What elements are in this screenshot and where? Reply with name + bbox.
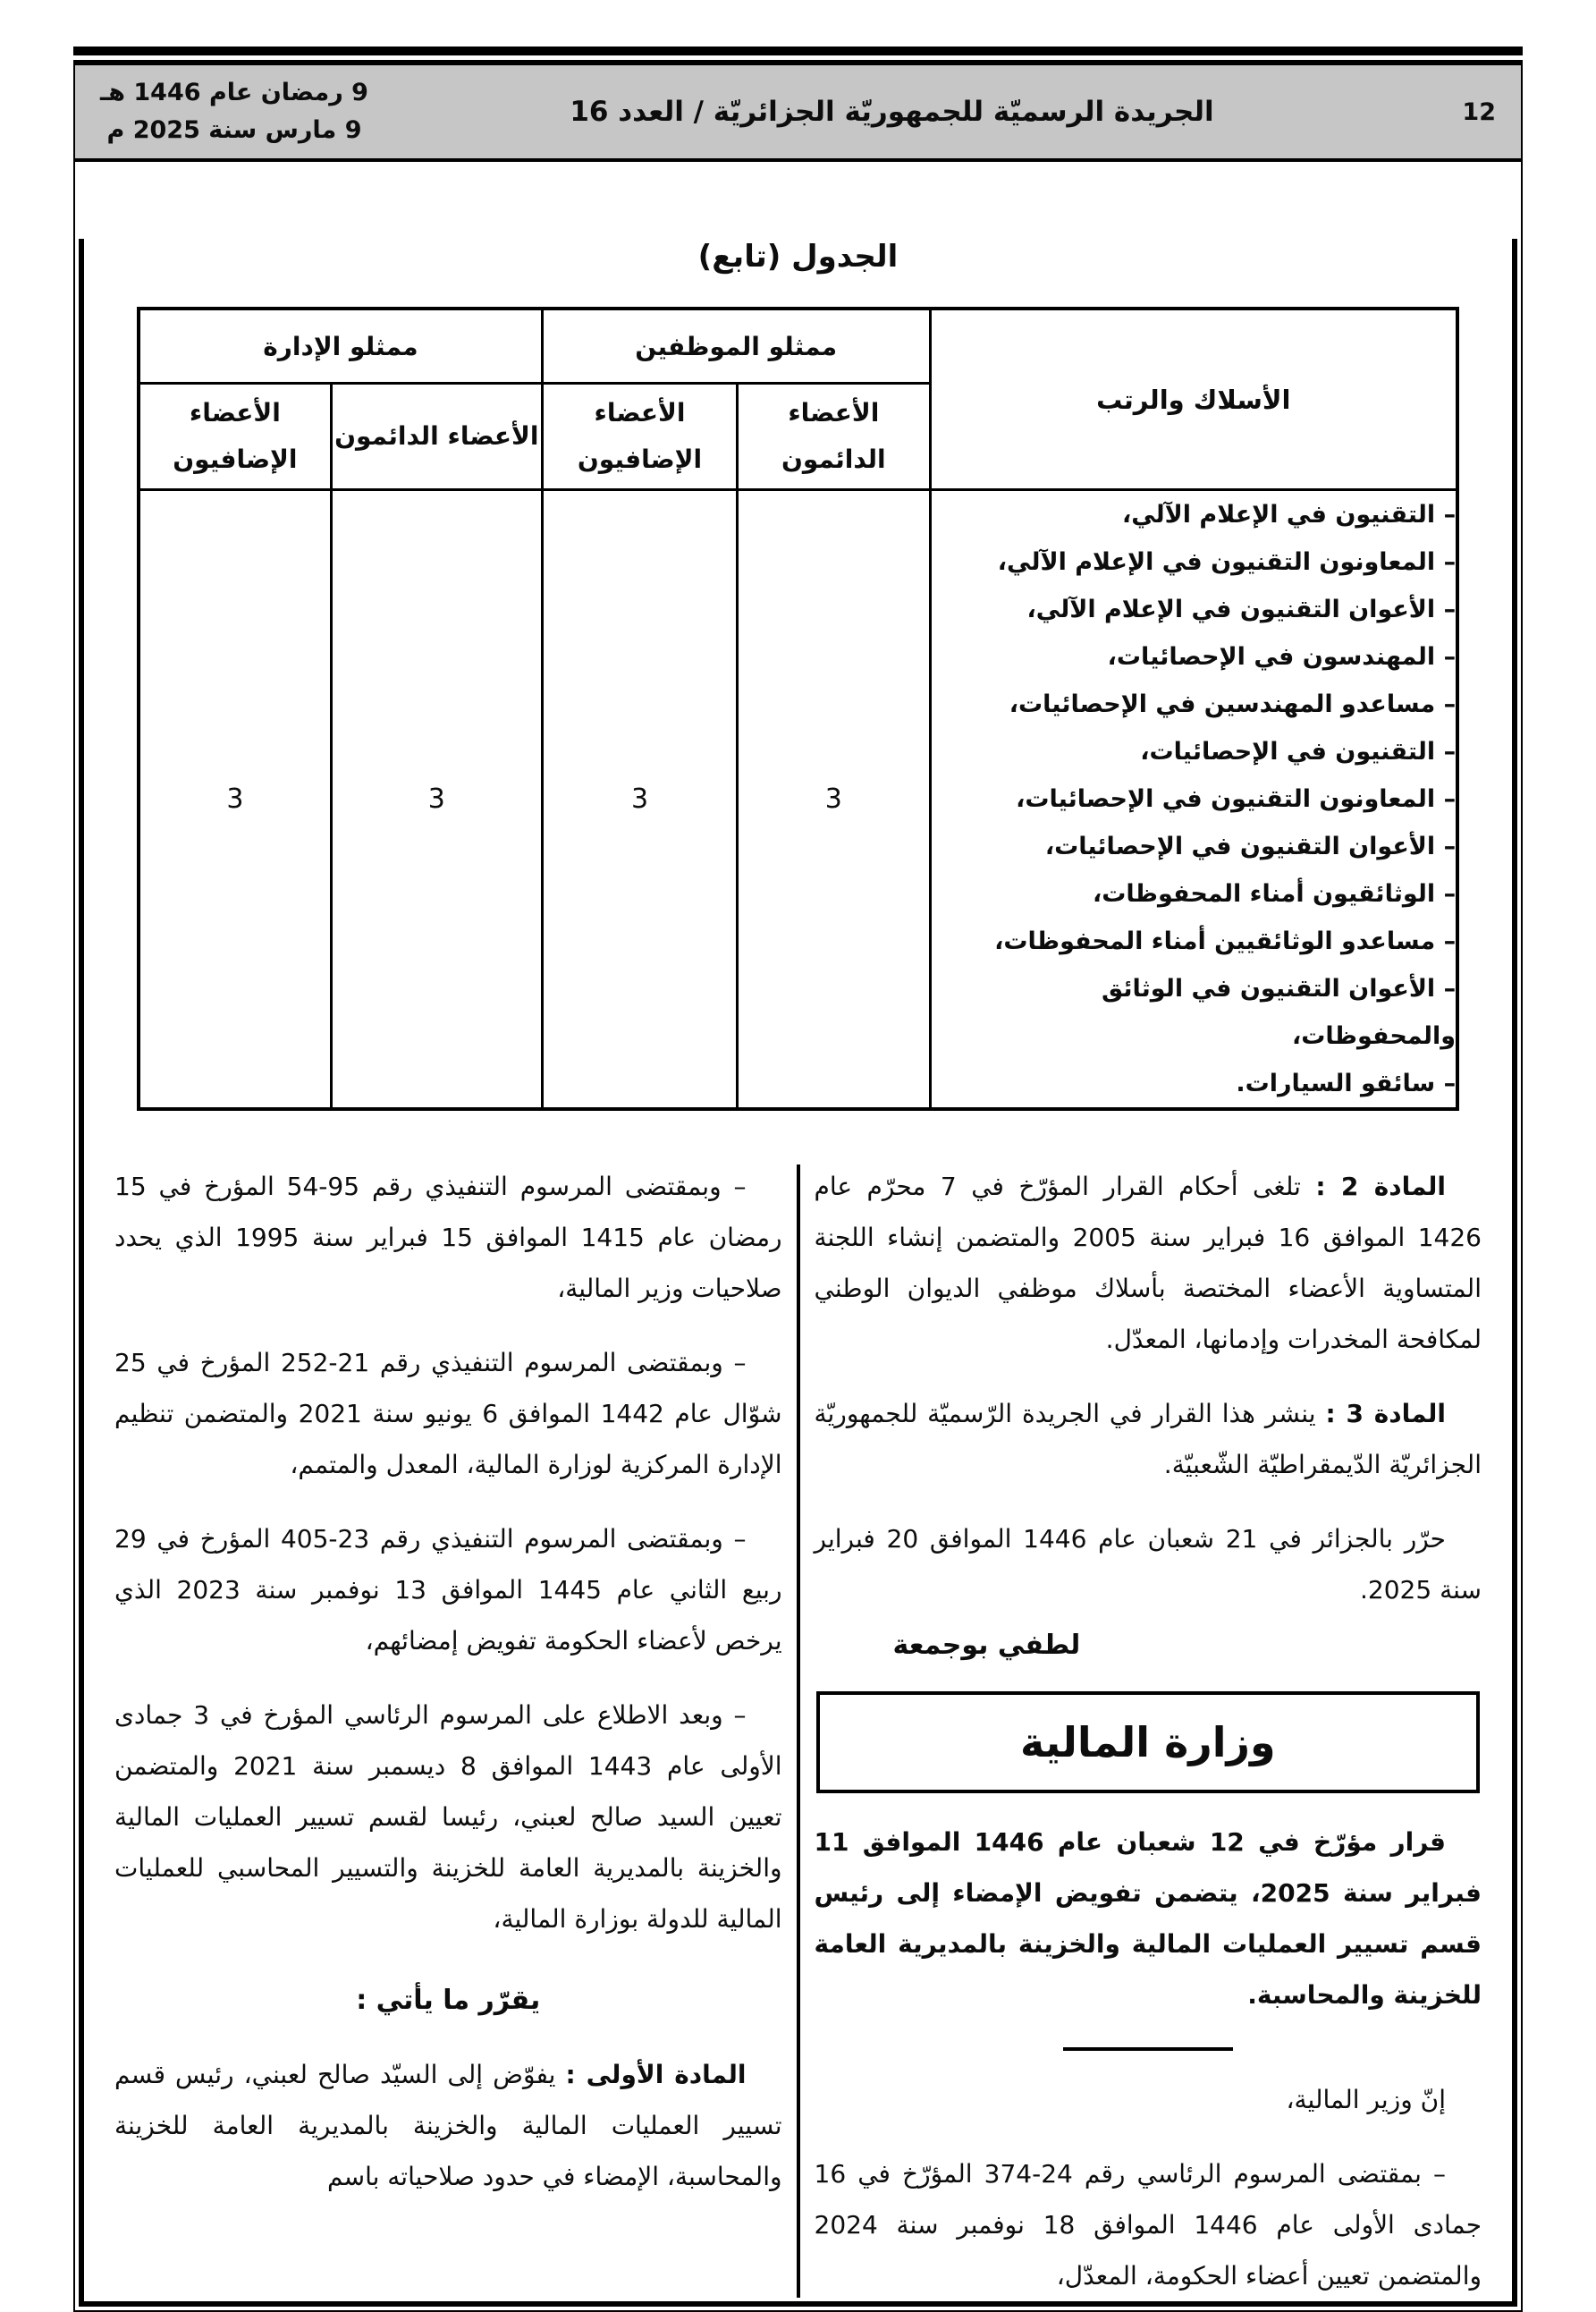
page-frame (73, 60, 1523, 2312)
corps-list-item: – المعاونون التقنيون في الإعلام الآلي، (997, 548, 1457, 576)
column-group-admin: ممثلو الإدارة (139, 309, 542, 384)
visa-decree-23-405: – وبمقتضى المرسوم التنفيذي رقم 23‏-‏405 المؤرخ في 29 ربيع الثاني عام 1445 الموافق 13 نوفمبر سنة 2023 الذي يرخص لأعضاء الحكومة تفويض إمضائهم، (114, 1524, 782, 1656)
article-2-text: تلغى أحكام القرار المؤرّخ في 7 محرّم عام 1426 الموافق 16 فبراير سنة 2005 والمتضمن إنشاء اللجنة المتساوية الأعضاء المختصة بأسلاك موظفي الديوان الوطني لمكافحة المخدرات وإدمانها، المعدّل. (814, 1172, 1482, 1354)
article-2-label: المادة 2 : (1315, 1172, 1447, 1201)
corps-list-item: – سائقو السيارات. (1236, 1070, 1457, 1097)
corps-list-item: – التقنيون في الإحصائيات، (1140, 738, 1457, 766)
corps-list-item: – الأعوان التقنيون في الوثائق والمحفوظات، (1102, 975, 1457, 1050)
text-columns (102, 1159, 1494, 2301)
right-text-column (802, 1159, 1495, 2301)
corps-list-item: – الأعوان التقنيون في الإعلام الآلي، (1026, 596, 1457, 623)
section-separator (1063, 2047, 1233, 2051)
column-header-corps: الأسلاك والرتب (930, 309, 1457, 490)
date-hijri: 9 رمضان عام 1446 هـ (100, 79, 368, 106)
corps-list-item: – التقنيون في الإعلام الآلي، (1121, 501, 1457, 529)
column-header-staff-additional: الأعضاء الإضافيون (542, 384, 737, 490)
corps-list-item: – المهندسون في الإحصائيات، (1107, 643, 1457, 671)
corps-list-item: – المعاونون التقنيون في الإحصائيات، (1016, 785, 1457, 813)
visa-decree-95-54: – وبمقتضى المرسوم التنفيذي رقم 95‏-‏54 المؤرخ في 15 رمضان عام 1415 الموافق 15 فبراير سنة 1995 الذي يحدد صلاحيات وزير المالية، (114, 1172, 782, 1303)
decides-heading: يقرّر ما يأتي : (356, 1985, 541, 2016)
article-2-paragraph (815, 1161, 1482, 1365)
table-title (102, 239, 1494, 275)
table-title-word: الجدول (791, 239, 899, 275)
table-row (139, 490, 1457, 1110)
ministry-section-heading: وزارة المالية (816, 1691, 1481, 1793)
article-1-label: المادة الأولى : (565, 2060, 747, 2089)
content-frame (79, 239, 1517, 2307)
gazette-title: الجريدة الرسميّة للجمهوريّة الجزائريّة / العدد 16 (570, 96, 1214, 128)
column-group-staff: ممثلو الموظفين (542, 309, 930, 384)
minister-intro: إنّ وزير المالية، (1286, 2085, 1446, 2114)
staff-additional-count: 3 (542, 490, 737, 1110)
admin-additional-count: 3 (139, 490, 331, 1110)
admin-permanent-count: 3 (331, 490, 542, 1110)
article-3-text: ينشر هذا القرار في الجريدة الرّسميّة للجمهوريّة الجزائريّة الدّيمقراطيّة الشّعبيّة. (814, 1399, 1482, 1479)
article-3-paragraph (815, 1388, 1482, 1490)
left-text-column (102, 1159, 795, 2301)
visa-presidential-decree: – بمقتضى المرسوم الرئاسي رقم 24‏-‏374 المؤرّخ في 16 جمادى الأولى عام 1446 الموافق 18 نوفمبر سنة 2024 والمتضمن تعيين أعضاء الحكومة، المعدّل، (814, 2159, 1482, 2291)
article-1-text: يفوّض إلى السيّد صالح لعبني، رئيس قسم تسيير العمليات المالية والخزينة بالمديرية العامة للخزينة والمحاسبة، الإمضاء في حدود صلاحياته باسم (114, 2060, 782, 2191)
column-header-admin-permanent: الأعضاء الدائمون (331, 384, 542, 490)
corps-list (932, 491, 1457, 1107)
corps-list-cell (930, 490, 1457, 1110)
visa-appointment-decree: – وبعد الاطلاع على المرسوم الرئاسي المؤرخ في 3 جمادى الأولى عام 1443 الموافق 8 ديسمبر سنة 2021 والمتضمن تعيين السيد صالح لعبني، رئيسا لقسم تسيير العمليات المالية والخزينة بالمديرية العامة للخزينة والتسيير المحاسبي للعمليات المالية للدولة بوزارة المالية، (114, 1700, 782, 1934)
table-title-suffix: (تابع) (697, 239, 792, 275)
signature-name: لطفي بوجمعة (892, 1630, 1081, 1661)
column-header-staff-permanent: الأعضاء الدائمون (738, 384, 930, 490)
column-divider (797, 1164, 800, 2298)
staff-permanent-count: 3 (738, 490, 930, 1110)
corps-list-item: – الوثائقيون أمناء المحفوظات، (1093, 880, 1457, 908)
article-1-paragraph (114, 2049, 782, 2202)
corps-list-item: – مساعدو الوثائقيين أمناء المحفوظات، (994, 927, 1457, 955)
issue-dates (100, 74, 368, 149)
date-gregorian: 9 مارس سنة 2025 م (106, 116, 362, 144)
article-3-label: المادة 3 : (1325, 1399, 1447, 1428)
corps-list-item: – الأعوان التقنيون في الإحصائيات، (1044, 833, 1457, 860)
page-number: 12 (1462, 97, 1496, 126)
top-rule (73, 47, 1523, 55)
commission-table (137, 307, 1459, 1111)
visa-decree-21-252: – وبمقتضى المرسوم التنفيذي رقم 21‏-‏252 المؤرخ في 25 شوّال عام 1442 الموافق 6 يونيو سنة 2021 والمتضمن تنظيم الإدارة المركزية لوزارة المالية، المعدل والمتمم، (114, 1348, 782, 1479)
header-band (75, 62, 1521, 162)
decree-title-paragraph: قرار مؤرّخ في 12 شعبان عام 1446 الموافق 11 فبراير سنة 2025، يتضمن تفويض الإمضاء إلى رئيس قسم تسيير العمليات المالية والخزينة بالمديرية العامة للخزينة والمحاسبة. (814, 1827, 1482, 2010)
issued-at-paragraph: حرّر بالجزائر في 21 شعبان عام 1446 الموافق 20 فبراير سنة 2025. (814, 1524, 1482, 1605)
column-header-admin-additional: الأعضاء الإضافيون (139, 384, 331, 490)
corps-list-item: – مساعدو المهندسين في الإحصائيات، (1009, 690, 1457, 718)
